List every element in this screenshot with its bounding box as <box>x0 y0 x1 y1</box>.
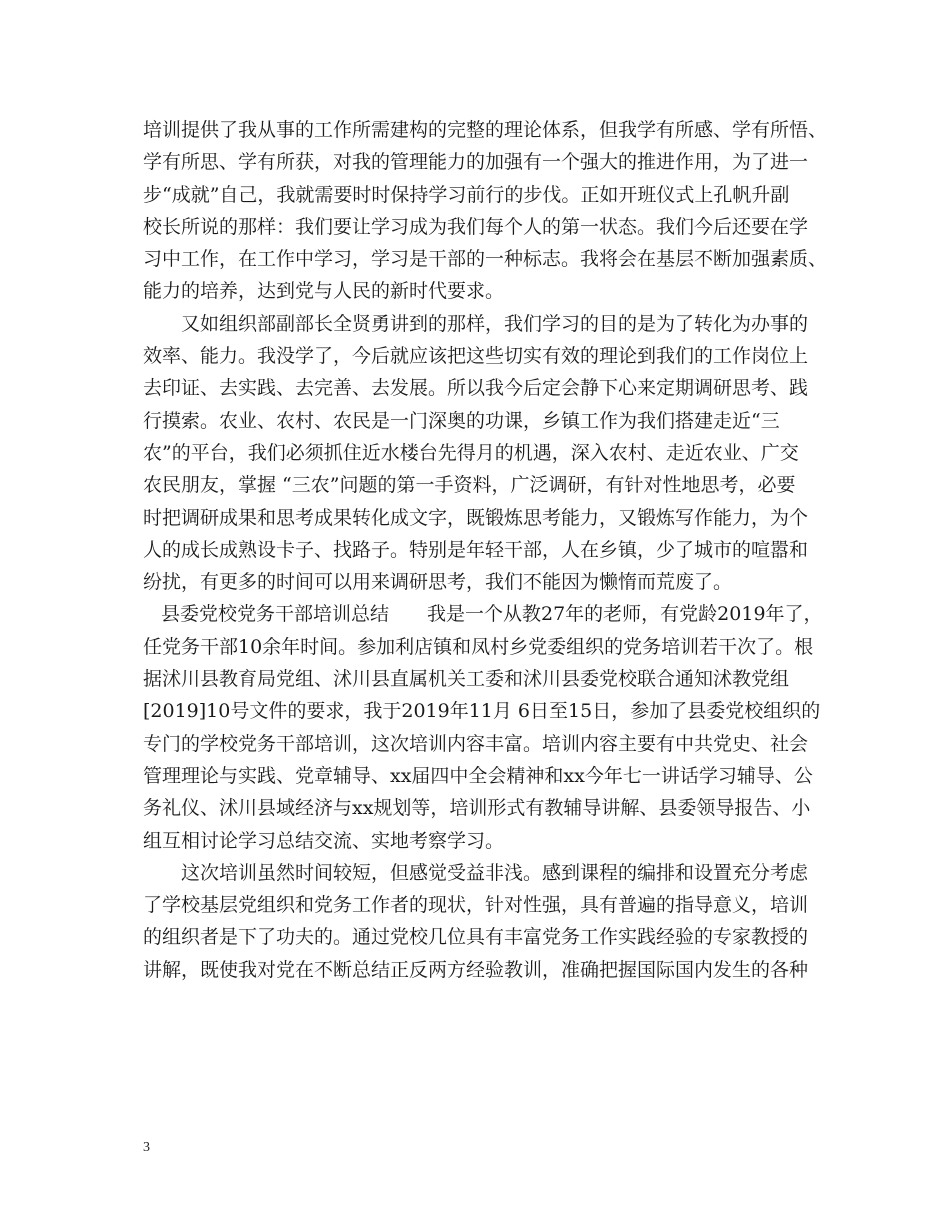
text-line: 务礼仪、沭川县域经济与xx规划等，培训形式有教辅导讲解、县委领导报告、小 <box>143 797 811 820</box>
text-line: 组互相讨论学习总结交流、实地考察学习。 <box>143 829 505 852</box>
paragraph-start-line: 又如组织部副部长全贤勇讲到的那样，我们学习的目的是为了转化为办事的 <box>181 312 809 335</box>
paragraph-start-line: 县委党校党务干部培训总结 我是一个从教27年的老师，有党龄2019年了， <box>161 603 823 626</box>
text-line: 时把调研成果和思考成果转化成文字，既锻炼思考能力，又锻炼写作能力，为个 <box>143 506 809 529</box>
text-line: 的组织者是下了功夫的。通过党校几位具有丰富党务工作实践经验的专家教授的 <box>143 926 809 949</box>
body-text <box>143 114 828 986</box>
text-line: 了学校基层党组织和党务工作者的现状，针对性强，具有普遍的指导意义，培训 <box>143 894 809 917</box>
text-line: 效率、能力。我没学了，今后就应该把这些切实有效的理论到我们的工作岗位上 <box>143 345 809 368</box>
text-line: 人的成长成熟设卡子、找路子。特别是年轻干部，人在乡镇，少了城市的喧嚣和 <box>143 538 809 561</box>
text-line: 管理理论与实践、党章辅导、xx届四中全会精神和xx今年七一讲话学习辅导、公 <box>143 764 813 787</box>
paragraph-start-line: 这次培训虽然时间较短，但感觉受益非浅。感到课程的编排和设置充分考虑 <box>181 861 809 884</box>
text-line: [2019]10号文件的要求，我于2019年11月 6日至15日，参加了县委党校组织的 <box>143 700 821 723</box>
text-line: 任党务干部10余年时间。参加利店镇和凤村乡党委组织的党务培训若干次了。根 <box>143 635 814 658</box>
text-line: 专门的学校党务干部培训，这次培训内容丰富。培训内容主要有中共党史、社会 <box>143 732 809 755</box>
page-number: 3 <box>143 1140 150 1155</box>
text-line: 纷扰，有更多的时间可以用来调研思考，我们不能因为懒惰而荒废了。 <box>143 571 733 594</box>
text-line: 讲解，既使我对党在不断总结正反两方经验教训，准确把握国际国内发生的各种 <box>143 958 809 981</box>
text-line: 农民朋友，掌握 “三农”问题的第一手资料，广泛调研，有针对性地思考，必要 <box>143 474 796 497</box>
text-line: 能力的培养，达到党与人民的新时代要求。 <box>143 280 505 303</box>
text-line: 农”的平台，我们必须抓住近水楼台先得月的机遇，深入农村、走近农业、广交 <box>143 441 799 464</box>
text-line: 校长所说的那样：我们要让学习成为我们每个人的第一状态。我们今后还要在学 <box>143 215 809 238</box>
text-line: 学有所思、学有所获，对我的管理能力的加强有一个强大的推进作用，为了进一 <box>143 151 809 174</box>
text-line: 据沭川县教育局党组、沭川县直属机关工委和沭川县委党校联合通知沭教党组 <box>143 668 790 691</box>
text-line: 习中工作，在工作中学习，学习是干部的一种标志。我将会在基层不断加强素质、 <box>143 248 828 271</box>
text-line: 行摸索。农业、农村、农民是一门深奥的功课，乡镇工作为我们搭建走近“三 <box>143 409 780 432</box>
text-line: 培训提供了我从事的工作所需建构的完整的理论体系，但我学有所感、学有所悟、 <box>143 119 828 141</box>
text-line: 步“成就”自己，我就需要时时保持学习前行的步伐。正如开班仪式上孔帆升副 <box>143 183 790 206</box>
text-line: 去印证、去实践、去完善、去发展。所以我今后定会静下心来定期调研思考、践 <box>143 377 809 400</box>
